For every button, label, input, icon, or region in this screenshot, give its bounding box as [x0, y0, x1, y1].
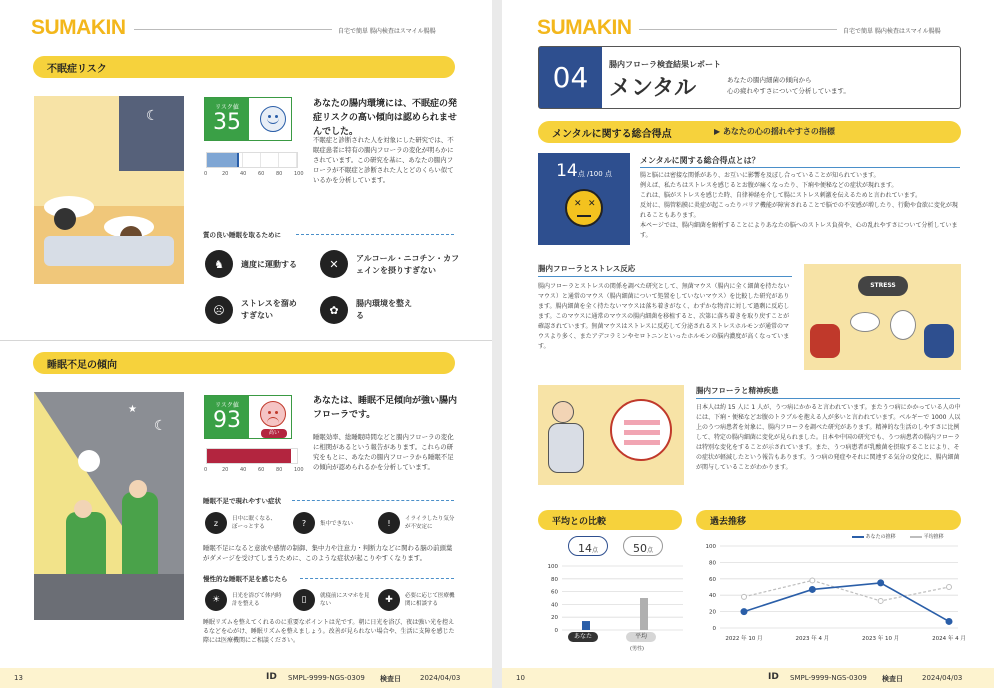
series-point	[809, 586, 815, 592]
footer: 13 ID SMPL-9999-NGS-0309 検査日 2024/04/03	[0, 668, 492, 688]
symptom-3: イライラしたり気分が不安定に	[405, 516, 455, 530]
you-value-pill: 14点	[568, 536, 608, 556]
gauge-tick-label: 60	[258, 171, 265, 177]
sad-face-icon	[260, 401, 286, 427]
symptoms-note: 睡眠不足になると意欲や感情の制御、集中力や注意力・判断力などに関わる脳の前頭葉がダメージを受けてしまうために、このような症状が起こりやすくなります。	[203, 544, 453, 562]
series-line	[744, 583, 949, 622]
y-tick-label: 60	[551, 589, 558, 596]
gauge-tick-label: 0	[204, 467, 208, 473]
footer-date: 2024/04/03	[922, 674, 963, 682]
symptom-2: 集中できない	[320, 521, 354, 527]
bar-あなた	[582, 621, 590, 630]
insomnia-body: 不眠症と診断された人を対象にした研究では、不眠症患者に特有の腸内フローラの変化が明らかにされています。この研究を基に、あなたの腸内フローラが不眠症と診断された人とどのくらい似ているかを分析しています。	[313, 136, 454, 184]
phone-icon: ▯	[293, 589, 315, 611]
mental-score-box: 14点 /100 点 ✕ ✕	[538, 153, 630, 245]
gauge-tick-label: 40	[240, 171, 247, 177]
symptom-1: 日中に眠くなる、ぼーっとする	[232, 516, 277, 530]
gauge-tick-label: 20	[222, 171, 229, 177]
sleep-score: 93	[213, 408, 241, 433]
left-page	[0, 0, 492, 688]
section-number: 04	[539, 47, 602, 108]
logo: SUMAKIN	[31, 16, 126, 39]
avg-value-pill: 50点	[623, 536, 663, 556]
gauge-tick-label: 100	[294, 171, 304, 177]
y-tick-label: 40	[709, 593, 716, 600]
y-tick-label: 20	[551, 615, 558, 622]
sleeping-couple-illustration: ☾	[34, 96, 184, 284]
tagline: 自宅で簡単 腸内検査はスマイル腸腸	[843, 28, 941, 35]
what-title: メンタルに関する総合得点とは？	[640, 156, 760, 165]
chronic-note: 睡眠リズムを整えてくれるのに重要なポイントは光です。朝に日光を浴び、夜は強い光を控えるなどを心がけ、睡眠リズムを整えましょう。改善が見られない場合や、生活に支障を感じた際には医療機関にご相談ください。	[203, 619, 455, 644]
sleep-score-box: リスク値 93 高い	[204, 395, 292, 439]
series-point	[946, 618, 952, 624]
what-body: 腸と脳には密接な関係があり、お互いに影響を及ぼし合っていることが知られています。 例えば、私たちはストレスを感じるとお腹が痛くなったり、下痢や便秘などの症状が現れます。 これは、脳がストレスを感じた時、自律神経を介して腸にストレス刺激を伝えるためと言われています。 反対に、腸管粘膜に炎症が起こったりバリア機能が障害されることで脳での不安感が増したり、行動や食欲に変化が現れることもあります。 本ページでは、腸内細菌を解析することによりあなたの脳へのストレス負荷や、心の乱れやすさについて分析しています。	[640, 172, 958, 239]
tagline: 自宅で簡単 腸内検査はスマイル腸腸	[338, 28, 436, 35]
smile-face-icon	[260, 106, 286, 132]
history-bar: 過去推移	[696, 510, 961, 530]
comparison-bar-chart	[538, 560, 688, 640]
history-line-chart	[696, 540, 966, 644]
compare-bar: 平均との比較	[538, 510, 682, 530]
footer-id: SMPL-9999-NGS-0309	[288, 674, 365, 682]
doctor-icon: ✚	[378, 589, 400, 611]
series-point	[878, 598, 883, 603]
x-tick-label: 2023 年 10 月	[862, 636, 900, 642]
x-tick-label: 2022 年 10 月	[725, 636, 763, 642]
gauge-tick-label: 40	[240, 467, 247, 473]
y-tick-label: 100	[705, 544, 716, 550]
gauge-tick-label: 100	[294, 467, 304, 473]
gut-care-icon: ✿	[320, 296, 348, 324]
section-bar-insomnia: 不眠症リスク	[33, 56, 455, 78]
series-point	[741, 609, 747, 615]
avg-label: 平均	[626, 632, 656, 642]
tip-4: 腸内環境を整える	[356, 299, 412, 320]
irritated-icon: !	[378, 512, 400, 534]
footer-date: 2024/04/03	[420, 674, 461, 682]
disease-title: 腸内フローラと精神疾患	[696, 386, 779, 395]
chronic-2: 就寝前にスマホを見ない	[320, 593, 370, 607]
y-tick-label: 40	[551, 602, 558, 609]
section-bar-sleep: 睡眠不足の傾向	[33, 352, 455, 374]
tip-2: アルコール・ニコチン・カフェインを摂りすぎない	[356, 254, 460, 275]
y-tick-label: 20	[709, 609, 716, 616]
depressed-person-illustration	[538, 385, 684, 485]
x-tick-label: 2024 年 4 月	[932, 636, 966, 642]
series-point	[878, 580, 884, 586]
sleep-lead: あなたは、睡眠不足傾向が強い腸内フローラです。	[313, 396, 458, 420]
high-badge: 高い	[261, 429, 287, 438]
tip-1: 適度に運動する	[241, 260, 297, 269]
mouse-experiment-illustration: STRESS	[804, 264, 961, 370]
tip-3: ストレスを溜めすぎない	[241, 299, 297, 320]
sleep-body: 睡眠効率、総睡眠時間などと腸内フローラの変化に相関があるという報告があります。これらの研究をもとに、あなたの腸内フローラから睡眠不足の傾向が認められるかを分析しています。	[313, 433, 454, 471]
insomnia-gauge	[206, 152, 298, 168]
series-point	[947, 585, 952, 590]
gauge-tick-label: 20	[222, 467, 229, 473]
insomnia-score: 35	[213, 110, 241, 135]
y-tick-label: 60	[709, 576, 716, 583]
y-tick-label: 100	[547, 564, 558, 570]
series-line	[744, 580, 949, 601]
insomnia-score-box: リスク値 35	[204, 97, 292, 141]
legend-avg: 平均推移	[910, 533, 944, 540]
symptoms-title: 睡眠不足で現れやすい症状	[203, 497, 281, 505]
title-box: 04 腸内フローラ検査結果レポート メンタル あなたの腸内細菌の傾向から 心の疲れやすさについて分析しています。	[538, 46, 961, 109]
disease-body: 日本人は約 15 人に 1 人が、うつ病にかかると言われています。またうつ病にかかっている人の中には、下痢・便秘などお腹のトラブルを抱える人が多いと言われています。ベルギーで 1000 人以上のうつ病患者を対象に、腸内フローラを調べた研究があります。精神的な生活のしやすさに比例して、特定の腸内細菌に変化が見られました。日本や中国の研究でも、うつ病患者の腸内フローラは特別な変化をすることが示されています。また、うつ病患者が乳酸菌を摂取することにより、その症状が軽減したという報告もあります。うつ病の発症やそれに関連する気分の変化に、腸内細菌が関与していることがわかります。	[696, 404, 961, 471]
mental-bar: メンタルに関する総合得点 ▶ あなたの心の揺れやすさの指標	[538, 121, 961, 143]
chronic-3: 必要に応じて医療機関に相談する	[405, 593, 455, 607]
exercise-icon: ♞	[205, 250, 233, 278]
y-tick-label: 80	[709, 560, 716, 567]
legend-you: あなたの推移	[852, 533, 896, 540]
sleepy-icon: z	[205, 512, 227, 534]
sleepy-worker-illustration: ★ ☾	[34, 392, 184, 620]
dizzy-face-icon: ✕ ✕	[565, 189, 603, 227]
sleep-gauge	[206, 448, 298, 464]
bar-平均	[640, 598, 648, 630]
x-tick-label: 2023 年 4 月	[795, 636, 830, 642]
y-tick-label: 80	[551, 576, 558, 583]
sun-icon: ☀	[205, 589, 227, 611]
y-tick-label: 0	[712, 626, 716, 632]
series-point	[810, 578, 815, 583]
insomnia-lead: あなたの腸内環境には、不眠症の発症リスクの高い傾向は認められませんでした。	[313, 99, 458, 137]
gauge-tick-label: 0	[204, 171, 208, 177]
report-title: 腸内フローラ検査結果レポート	[609, 60, 721, 69]
footer-id: SMPL-9999-NGS-0309	[790, 674, 867, 682]
stress-body: 腸内フローラとストレスの関係を調べた研究として、無菌マウス（腸内に全く細菌を持たないマウス）と通常のマウス（腸内細菌について処置をしていないマウス）を比較した研究があります。腸内細菌を全く持たないマウスは落ち着きがなく、わずかな物音に対して過剰に反応します。このマウスに通常のマウスの腸内細菌を移植すると、次第に落ち着きを取り戻すことが確認されています。無菌マウスはストレスに反応して分泌されるストレスホルモンが通常のマウスより多く、またアデコラミンやセロトニンといったホルモンの脳内濃度が高くなっています。	[538, 283, 790, 350]
chronic-1: 日光を浴びて体内時計を整える	[232, 593, 282, 607]
section-heading: メンタル	[609, 76, 697, 101]
no-alcohol-icon: ✕	[320, 250, 348, 278]
right-page: SUMAKIN 自宅で簡単 腸内検査はスマイル腸腸 04 腸内フローラ検査結果レポート メンタル あなたの腸内細菌の傾向から 心の疲れやすさについて分析しています。 メンタルに関する総合得点 ▶ あなたの心の揺れやすさの指標 14点 /100 点 ✕ ✕ メンタルに関する総合得点とは？ 腸と脳には密接な関係があり、お互いに影響を及ぼし合っていることが知られています。 例えば、私たちはストレスを感じるとお腹が痛くなったり、下痢や便秘などの症状が現れます。 これは、脳がストレスを感じた時、自律神経を介して腸にストレス刺激を伝えるためと言われています。 反対に、腸管粘膜に炎症が起こったりバリア機能が障害されることで脳での不安感が増したり、行動や食欲に変化が現れることもあります。 本ページでは、腸内細菌を解析することによりあなたの脳へのストレス負荷や、心の乱れやすさについて分析しています。 腸内フローラとストレス反応 腸内フローラとストレスの関係を調べた研究として、無菌マウス（腸内に全く細菌を持たないマウス）と通常のマウス（腸内細菌について処置をしていないマウス）を比較した研究があります。腸内細菌を全く持たないマウスは落ち着きがなく、わずかな物音に対して過剰に反応します。このマウスに通常のマウスの腸内細菌を移植すると、次第に落ち着きを取り戻すことが確認されています。無菌マウスはストレスに反応して分泌されるストレスホルモンが通常のマウスより多く、またアデコラミンやセロトニンといったホルモンの脳内濃度が高くなっています。 STRESS 腸内フローラと精神疾患 日本人は約 15 人に 1 人が、うつ病にかかると言われています。またうつ病にかかっている人の中には、下痢・便秘などお腹のトラブルを抱える人が多いと言われています。ベルギーで 1000 人以上のうつ病患者を対象に、腸内フローラを調べた研究があります。精神的な生活のしやすさに比例して、特定の腸内細菌に変化が見られました。日本や中国の研究でも、うつ病患者の腸内フローラは特別な変化をすることが示されています。また、うつ病患者が乳酸菌を摂取することにより、その症状が軽減したという報告もあります。うつ病の発症やそれに関連する気分の変化に、腸内細菌が関与していることがわかります。 平均との比較 14点 50点 0 20 40 60 80 100 あなた 平均 (男性) 過去推移 あなたの推移 平均推移 0 20 40 60 80 100 2022 年 10 月 2023 年 4 月 2023 年 10 月 2024 年 4 月 10 ID SMPL-9999-NGS-0309 検査日 2024/04/03	[502, 0, 994, 688]
stress-title: 腸内フローラとストレス反応	[538, 264, 636, 273]
footer: 10 ID SMPL-9999-NGS-0309 検査日 2024/04/03	[502, 668, 994, 688]
gauge-tick-label: 60	[258, 467, 265, 473]
gauge-tick-label: 80	[276, 171, 283, 177]
stress-icon: ☹	[205, 296, 233, 324]
logo: SUMAKIN	[537, 16, 632, 39]
no-focus-icon: ?	[293, 512, 315, 534]
gauge-tick-label: 80	[276, 467, 283, 473]
y-tick-label: 0	[554, 628, 558, 634]
chronic-title: 慢性的な睡眠不足を感じたら	[203, 575, 288, 583]
series-point	[742, 594, 747, 599]
you-label: あなた	[568, 632, 598, 642]
tips-title: 質の良い睡眠を取るために	[203, 231, 281, 239]
mental-score: 14	[556, 161, 578, 181]
